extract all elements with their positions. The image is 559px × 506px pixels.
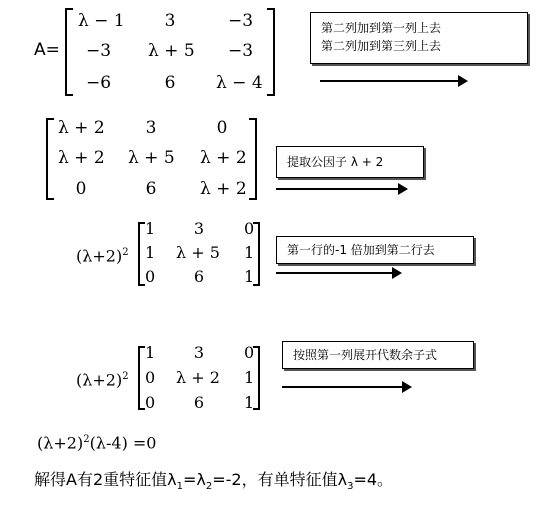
matrix-left-bracket — [65, 8, 73, 96]
factor-exponent: 2 — [122, 371, 129, 382]
conclusion-part: =-2，有单特征值λ — [212, 470, 348, 489]
matrix-cell: λ + 2 — [200, 148, 247, 168]
arrow-2 — [276, 188, 406, 190]
matrix-left-bracket — [138, 222, 145, 286]
matrix-cell: 1 — [145, 243, 156, 262]
matrix-cell: 0 — [244, 219, 255, 238]
matrix-cell: −3 — [86, 41, 112, 61]
matrix-cell: 1 — [244, 393, 255, 412]
matrix-cell: 3 — [193, 219, 205, 238]
matrix-cell: 1 — [145, 343, 156, 362]
matrix-cell: 3 — [145, 118, 157, 138]
matrix-cell: λ + 2 — [58, 148, 105, 168]
step-note-4 — [282, 341, 474, 369]
note-line: 第一行的-1 倍加到第二行去 — [287, 243, 435, 257]
equation-lead: (λ+2) — [37, 433, 84, 453]
factor-base: (λ+2) — [76, 370, 123, 390]
step-note-1 — [310, 12, 528, 64]
matrix-right-bracket — [267, 8, 275, 96]
matrix-right-bracket — [249, 118, 257, 200]
factor-base: (λ+2) — [76, 246, 123, 266]
matrix-a-label: A= — [34, 40, 60, 60]
matrix-cell: 0 — [145, 267, 156, 286]
conclusion-part: =λ — [182, 470, 206, 489]
matrix-cell: λ + 2 — [200, 179, 247, 199]
subscript: 3 — [347, 481, 354, 493]
factor-prefix — [76, 243, 129, 266]
matrix-cell: −3 — [228, 11, 254, 31]
step-note-3 — [276, 236, 474, 264]
equation-tail: (λ-4) =0 — [89, 433, 157, 453]
matrix-cell: −3 — [228, 41, 254, 61]
arrow-3 — [276, 272, 400, 274]
matrix-cell: λ − 4 — [216, 73, 263, 93]
note-line: 第二列加到第三列上去 — [321, 39, 442, 53]
matrix-cell: 1 — [145, 219, 156, 238]
matrix-cell: 6 — [164, 73, 176, 93]
matrix-cell: λ + 5 — [128, 148, 175, 168]
matrix-cell: 1 — [244, 267, 255, 286]
factor-exponent: 2 — [122, 247, 129, 258]
conclusion-text — [34, 470, 393, 497]
matrix-cell: −6 — [86, 73, 112, 93]
matrix-cell: 0 — [216, 118, 228, 138]
matrix-cell: 3 — [193, 343, 205, 362]
equation-exponent: 2 — [83, 434, 90, 445]
matrix-cell: 1 — [244, 243, 255, 262]
matrix-cell: 3 — [164, 11, 176, 31]
note-line: 按照第一列展开代数余子式 — [293, 348, 438, 362]
matrix-cell: λ − 1 — [78, 11, 125, 31]
matrix-cell: λ + 2 — [176, 368, 220, 387]
matrix-cell: 0 — [145, 393, 156, 412]
matrix-cell: λ + 5 — [148, 41, 195, 61]
factor-prefix — [76, 367, 129, 390]
matrix-cell: 0 — [75, 179, 87, 199]
matrix-cell: λ + 2 — [58, 118, 105, 138]
matrix-cell: 6 — [193, 393, 205, 412]
matrix-left-bracket — [46, 118, 54, 200]
note-line: 提取公因子 λ + 2 — [287, 155, 384, 169]
arrow-1 — [320, 80, 466, 82]
conclusion-part: =4。 — [353, 470, 394, 489]
matrix-cell: 6 — [145, 179, 157, 199]
matrix-cell: λ + 5 — [176, 243, 220, 262]
arrow-4 — [282, 386, 410, 388]
step-note-2 — [276, 146, 424, 178]
matrix-cell: 6 — [193, 267, 205, 286]
conclusion-part: 解得A有2重特征值λ — [34, 470, 177, 489]
matrix-cell: 0 — [145, 368, 156, 387]
subscript: 1 — [176, 481, 183, 493]
matrix-left-bracket — [138, 346, 145, 410]
characteristic-equation — [37, 430, 156, 453]
matrix-cell: 1 — [244, 368, 255, 387]
note-line: 第二列加到第一列上去 — [321, 21, 442, 35]
subscript: 2 — [205, 481, 213, 493]
matrix-cell: 0 — [244, 343, 255, 362]
